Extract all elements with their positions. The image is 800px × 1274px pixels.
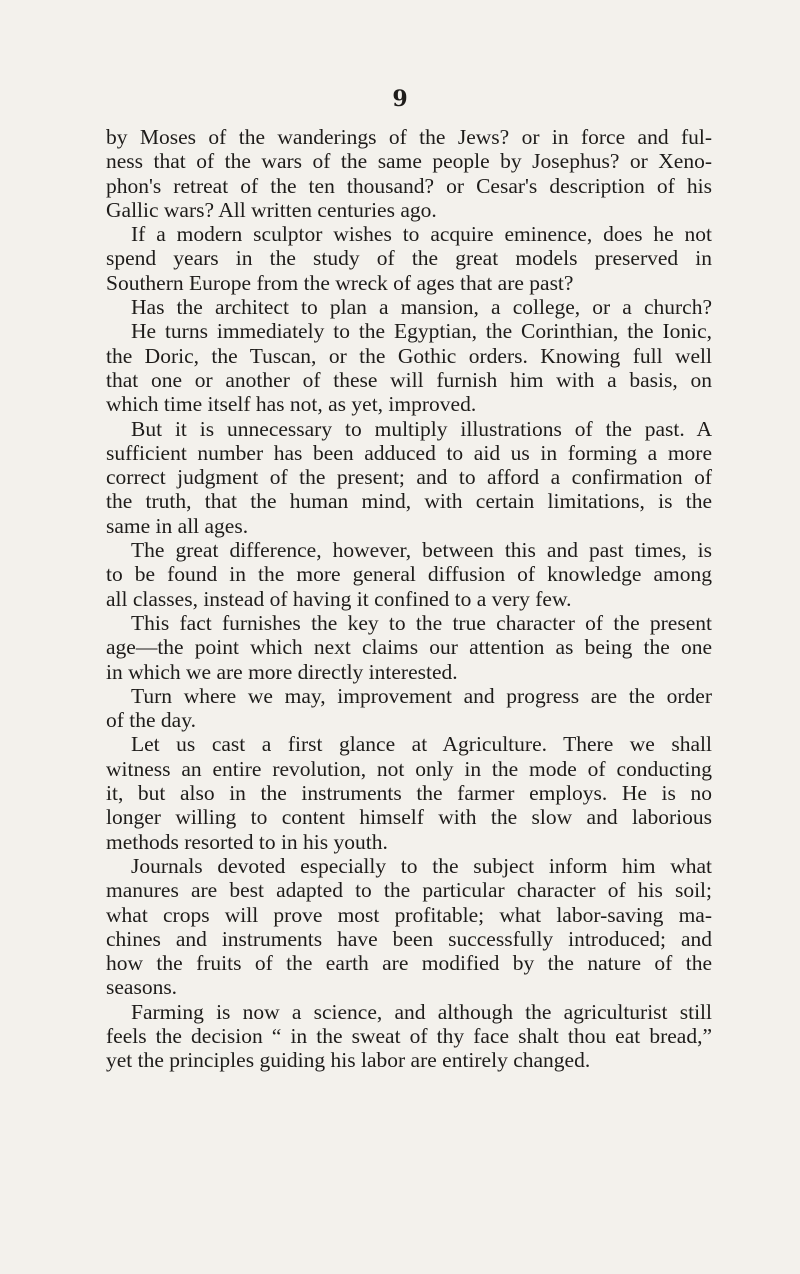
- text-line: feels the decision “ in the sweat of thy face shalt thou eat bread,”: [106, 1023, 712, 1048]
- text-line: how the fruits of the earth are modified by the nature of the: [106, 951, 712, 976]
- text-line: the Doric, the Tuscan, or the Gothic orders. Knowing full well: [106, 343, 712, 368]
- text-line: Gallic wars? All written centuries ago.: [106, 197, 437, 222]
- text-line: Southern Europe from the wreck of ages that are past?: [106, 270, 574, 295]
- text-line: manures are best adapted to the particular character of his soil;: [106, 878, 712, 903]
- text-line: correct judgment of the present; and to afford a confirmation of: [106, 465, 712, 490]
- text-line: in which we are more directly interested.: [106, 659, 458, 684]
- text-line: longer willing to content himself with the slow and laborious: [106, 805, 712, 830]
- text-line: Let us cast a first glance at Agriculture. There we shall: [131, 732, 712, 757]
- text-line: Journals devoted especially to the subject inform him what: [131, 853, 712, 878]
- text-line: methods resorted to in his youth.: [106, 829, 388, 854]
- text-line: the truth, that the human mind, with certain limitations, is the: [106, 489, 712, 514]
- text-line: which time itself has not, as yet, improved.: [106, 392, 477, 417]
- body-text: [106, 125, 712, 1073]
- text-line: it, but also in the instruments the farmer employs. He is no: [106, 781, 712, 806]
- text-line: Has the architect to plan a mansion, a college, or a church?: [131, 295, 712, 320]
- text-line: chines and instruments have been successfully introduced; and: [106, 926, 712, 951]
- page-number: 9: [392, 86, 408, 112]
- text-line: The great difference, however, between this and past times, is: [131, 538, 712, 563]
- text-line: ness that of the wars of the same people by Josephus? or Xeno-: [106, 149, 712, 174]
- text-line: seasons.: [106, 975, 178, 1000]
- text-line: phon's retreat of the ten thousand? or Cesar's description of his: [106, 173, 712, 198]
- text-line: to be found in the more general diffusion of knowledge among: [106, 562, 712, 587]
- text-line: of the day.: [106, 708, 196, 733]
- text-line: He turns immediately to the Egyptian, the Corinthian, the Ionic,: [131, 319, 712, 344]
- text-line: spend years in the study of the great models preserved in: [106, 246, 712, 271]
- text-line: same in all ages.: [106, 513, 249, 538]
- text-line: what crops will prove most profitable; what labor-saving ma-: [106, 902, 712, 927]
- text-line: that one or another of these will furnish him with a basis, on: [106, 367, 712, 392]
- text-line: But it is unnecessary to multiply illustrations of the past. A: [131, 416, 712, 441]
- text-line: age—the point which next claims our attention as being the one: [106, 635, 712, 660]
- text-line: sufficient number has been adduced to aid us in forming a more: [106, 440, 712, 465]
- text-line: all classes, instead of having it confined to a very few.: [106, 586, 572, 611]
- text-line: If a modern sculptor wishes to acquire eminence, does he not: [131, 222, 712, 247]
- text-line: Turn where we may, improvement and progress are the order: [131, 683, 712, 708]
- text-line: This fact furnishes the key to the true character of the present: [131, 610, 712, 635]
- text-line: Farming is now a science, and although the agriculturist still: [131, 999, 712, 1024]
- text-line: witness an entire revolution, not only in the mode of conducting: [106, 756, 712, 781]
- text-line: yet the principles guiding his labor are entirely changed.: [106, 1048, 591, 1073]
- text-line: by Moses of the wanderings of the Jews? or in force and ful-: [106, 125, 712, 149]
